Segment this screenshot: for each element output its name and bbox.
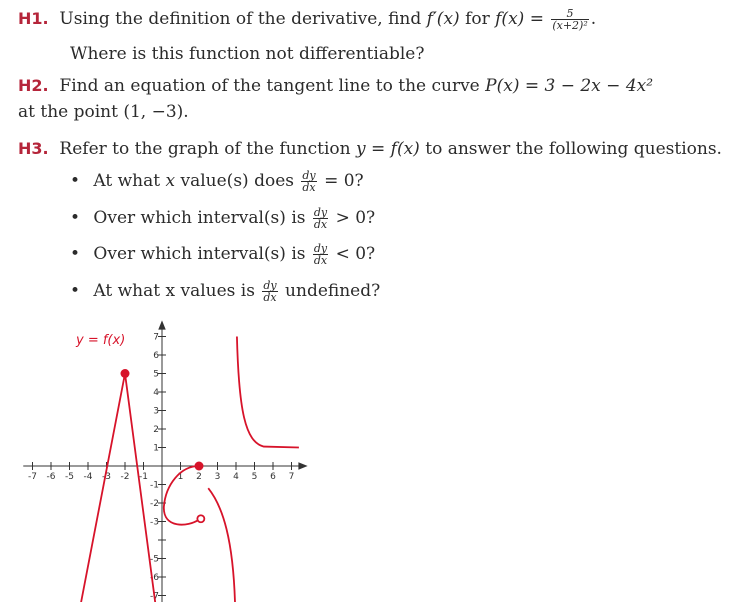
dy: dy xyxy=(313,242,328,255)
y-tick-label: 5 xyxy=(153,369,159,380)
bullet-1-post: = 0? xyxy=(324,171,364,191)
y-tick-label: -5 xyxy=(150,554,159,565)
h2-line xyxy=(18,76,653,96)
h3-bullet-2 xyxy=(70,207,375,230)
h3-label: H3. xyxy=(18,139,49,158)
function-graph xyxy=(0,320,340,602)
y-tick-label: -3 xyxy=(150,517,159,528)
left-peak-curve xyxy=(81,374,156,602)
x-tick-label: 4 xyxy=(233,472,239,482)
x-tick-label: 1 xyxy=(177,472,184,482)
dx: dx xyxy=(313,218,328,231)
y-tick-label: -6 xyxy=(150,573,159,583)
x-tick-label: 7 xyxy=(288,472,295,482)
x-tick-label: -2 xyxy=(120,472,130,482)
dydx-fraction xyxy=(262,280,277,303)
x-tick-label: 5 xyxy=(251,472,258,482)
dydx-fraction xyxy=(301,170,316,193)
y-tick-label: 3 xyxy=(153,406,159,417)
bullet-4-pre: At what x values is xyxy=(93,281,255,301)
bullet-1-var: x xyxy=(165,171,176,191)
x-tick-label: -7 xyxy=(28,472,37,482)
lower-asymptote-curve xyxy=(208,488,235,602)
bullet-dot: • xyxy=(70,281,81,301)
y-tick-label: 7 xyxy=(153,332,159,343)
h1-label: H1. xyxy=(18,9,49,28)
dy: dy xyxy=(263,279,277,292)
h1-numerator: 5 xyxy=(551,8,588,20)
h1-for: for xyxy=(465,9,490,29)
y-tick-label: -1 xyxy=(150,480,159,491)
h2-expr: P(x) = 3 − 2x − 4x² xyxy=(485,76,654,96)
h2-label: H2. xyxy=(18,76,49,95)
h1-denominator: (x+2)² xyxy=(552,19,588,32)
bullet-2-pre: Over which interval(s) is xyxy=(93,208,306,228)
bullet-dot: • xyxy=(70,171,81,191)
h1-line xyxy=(18,8,596,31)
y-axis-arrow xyxy=(159,322,165,329)
x-tick-label: -4 xyxy=(83,472,93,482)
bullet-2-post: > 0? xyxy=(335,208,376,228)
h1-text: Using the definition of the derivative, find xyxy=(59,9,422,29)
x-tick-label: -6 xyxy=(46,472,56,482)
open-point xyxy=(197,515,204,522)
h1-line2: Where is this function not differentiable? xyxy=(70,44,425,64)
x-tick-label: 6 xyxy=(270,472,276,482)
h3-text: Refer to the graph of the function xyxy=(59,139,351,159)
filled-point xyxy=(195,462,204,471)
bullet-4-post: undefined? xyxy=(285,281,381,301)
h3-bullet-4 xyxy=(70,280,380,303)
bullet-3-pre: Over which interval(s) is xyxy=(93,244,306,264)
dydx-fraction xyxy=(313,207,328,230)
h1-period: . xyxy=(590,9,597,29)
h1-fx: f(x) = xyxy=(495,9,544,29)
dx: dx xyxy=(263,291,277,304)
dx: dx xyxy=(313,254,328,267)
x-tick-label: 2 xyxy=(196,472,202,482)
graph-label: y = f(x) xyxy=(76,333,126,348)
h3-expr: y = f(x) xyxy=(356,139,420,159)
h3-bullet-3 xyxy=(70,243,375,266)
dy: dy xyxy=(302,169,316,182)
x-tick-label: -1 xyxy=(139,472,148,482)
axes xyxy=(23,322,306,602)
h1-fprime: f′(x) xyxy=(426,9,460,29)
h2-text: Find an equation of the tangent line to the curve xyxy=(59,76,480,96)
bullet-1-pre: At what xyxy=(93,171,161,191)
y-tick-label: 1 xyxy=(153,443,159,454)
bullet-dot: • xyxy=(70,244,81,264)
bullet-1-mid: value(s) does xyxy=(180,171,294,191)
filled-point xyxy=(121,369,130,378)
x-tick-label: -3 xyxy=(102,472,111,482)
curves xyxy=(81,337,299,602)
h2-line2: at the point (1, −3). xyxy=(18,102,189,122)
h3-bullet-1 xyxy=(70,170,364,193)
h3-line xyxy=(18,139,722,159)
bullet-dot: • xyxy=(70,208,81,228)
dy: dy xyxy=(313,206,328,219)
dx: dx xyxy=(302,181,316,194)
y-tick-label: 4 xyxy=(153,388,159,398)
y-tick-label: -7 xyxy=(150,591,159,602)
x-tick-label: -5 xyxy=(65,472,74,482)
y-tick-label: 2 xyxy=(153,425,159,435)
h3-text-end: to answer the following questions. xyxy=(425,139,722,159)
x-axis-arrow xyxy=(299,463,306,469)
bullet-3-post: < 0? xyxy=(335,244,376,264)
upper-asymptote-curve xyxy=(237,337,299,448)
h1-fraction xyxy=(551,8,588,31)
y-tick-label: 6 xyxy=(153,351,159,361)
y-tick-label: -2 xyxy=(150,499,159,509)
x-tick-label: 3 xyxy=(214,472,221,482)
dydx-fraction xyxy=(313,243,328,266)
